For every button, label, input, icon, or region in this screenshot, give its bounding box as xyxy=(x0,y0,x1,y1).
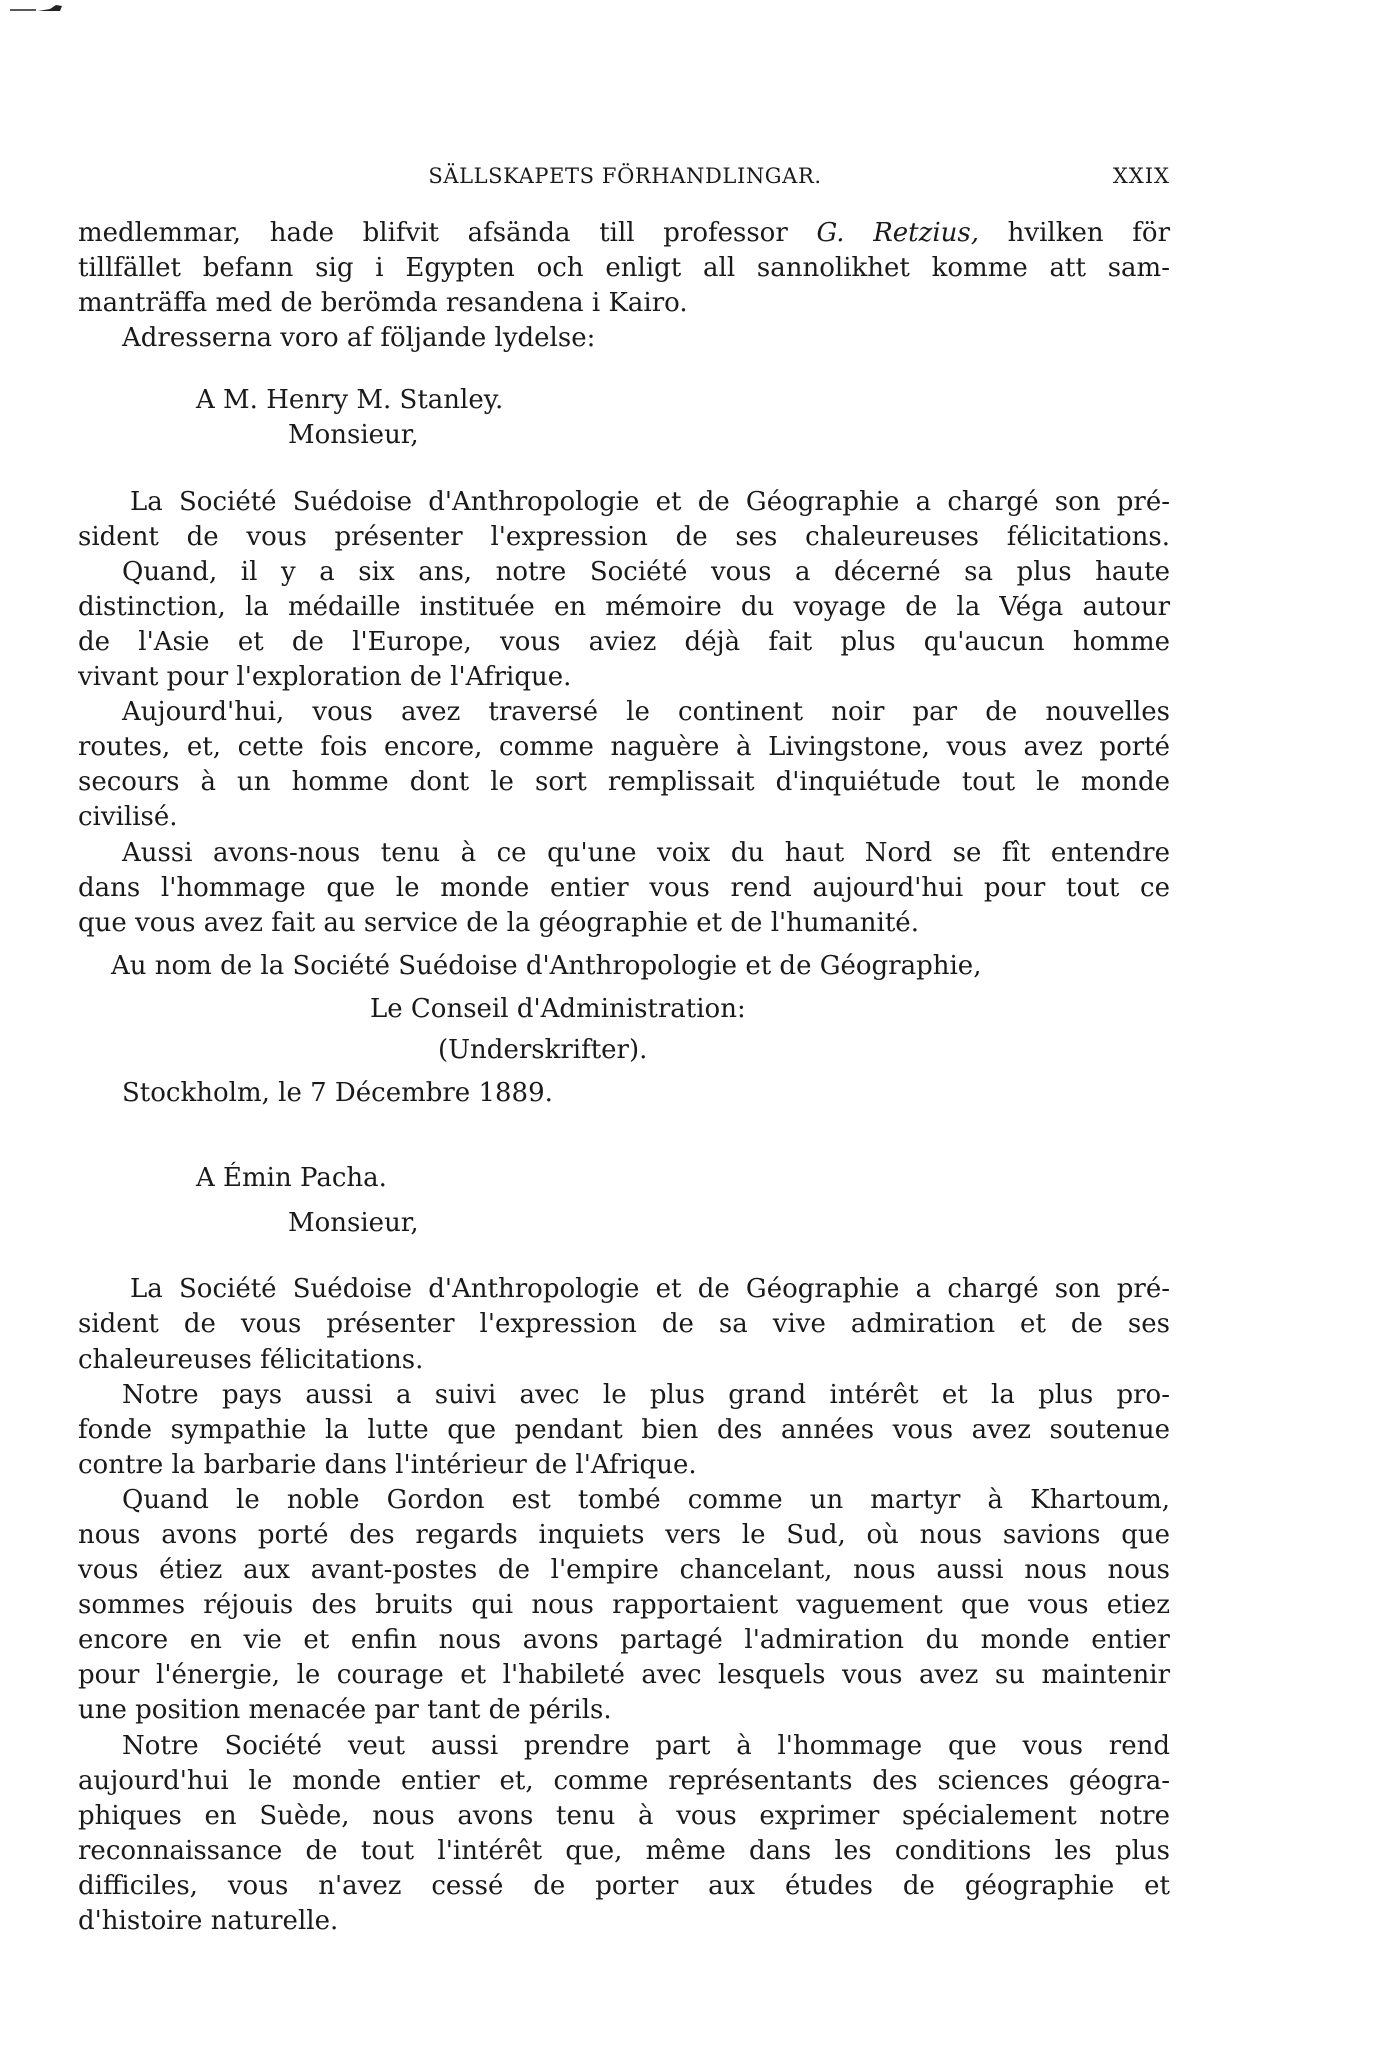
letter2-addressee: A Émin Pacha. xyxy=(196,1163,387,1194)
letter1-p2-line-2: distinction, la médaille instituée en mémoire du voyage de la Véga autour xyxy=(78,591,1170,622)
letter2-p3-line-2: nous avons porté des regards inquiets vers le Sud, où nous savions que xyxy=(78,1520,1170,1550)
running-header xyxy=(80,164,1170,198)
letter2-p4-line-5: difficiles, vous n'avez cessé de porter aux études de géographie et xyxy=(78,1870,1170,1901)
intro-line-1 xyxy=(78,216,1170,251)
letter1-p3-line-2: routes, et, cette fois encore, comme naguère à Livingstone, vous avez porté xyxy=(78,732,1170,763)
letter2-salutation: Monsieur, xyxy=(288,1208,419,1239)
letter1-place-date: Stockholm, le 7 Décembre 1889. xyxy=(122,1078,553,1109)
letter2-p4-line-1: Notre Société veut aussi prendre part à l'hommage que vous rend xyxy=(122,1730,1170,1761)
letter1-p3-line-4: civilisé. xyxy=(78,802,178,833)
letter2-p2-line-2: fonde sympathie la lutte que pendant bien des années vous avez soutenue xyxy=(78,1414,1170,1445)
letter1-p4-line-1: Aussi avons-nous tenu à ce qu'une voix du haut Nord se fît entendre xyxy=(122,837,1170,868)
letter1-signatures: (Underskrifter). xyxy=(438,1034,648,1065)
letter2-p1-line-3: chaleureuses félicitations. xyxy=(78,1344,424,1375)
intro-line-4: Adresserna voro af följande lydelse: xyxy=(122,323,596,354)
intro-name-italic: G. Retzius, xyxy=(816,218,979,248)
letter1-p3-line-3: secours à un homme dont le sort remplissait d'inquiétude tout le monde xyxy=(78,767,1170,798)
letter1-p3-line-1: Aujourd'hui, vous avez traversé le continent noir par de nouvelles xyxy=(122,697,1170,728)
intro-line-3: manträffa med de berömda resandena i Kairo. xyxy=(78,288,688,319)
letter2-p4-line-3: phiques en Suède, nous avons tenu à vous exprimer spécialement notre xyxy=(78,1800,1170,1831)
letter2-p3-line-5: encore en vie et enfin nous avons partagé l'admiration du monde entier xyxy=(78,1625,1170,1656)
letter2-p4-line-2: aujourd'hui le monde entier et, comme représentants des sciences géogra- xyxy=(78,1765,1170,1796)
header-title: SÄLLSKAPETS FÖRHANDLINGAR. xyxy=(428,164,822,188)
letter1-p1-line-2: sident de vous présenter l'expression de ses chaleureuses félicitations. xyxy=(78,521,1170,552)
letter2-p2-line-3: contre la barbarie dans l'intérieur de l'Afrique. xyxy=(78,1449,697,1480)
intro-line-1-end: hvilken för xyxy=(1007,218,1170,248)
page-body xyxy=(78,216,1170,1939)
letter2-p3-line-7: une position menacée par tant de périls. xyxy=(78,1695,612,1726)
letter1-council: Le Conseil d'Administration: xyxy=(370,993,746,1024)
letter2-p4-line-4: reconnaissance de tout l'intérêt que, même dans les conditions les plus xyxy=(78,1835,1170,1866)
letter1-p4-line-3: que vous avez fait au service de la géographie et de l'humanité. xyxy=(78,907,919,938)
letter2-p3-line-4: sommes réjouis des bruits qui nous rapportaient vaguement que vous etiez xyxy=(78,1590,1170,1621)
letter1-p2-line-3: de l'Asie et de l'Europe, vous aviez déjà fait plus qu'aucun homme xyxy=(78,626,1170,657)
letter2-p2-line-1: Notre pays aussi a suivi avec le plus grand intérêt et la plus pro- xyxy=(122,1379,1170,1410)
letter2-p4-line-6: d'histoire naturelle. xyxy=(78,1906,339,1937)
letter1-p1-line-1: La Société Suédoise d'Anthropologie et de Géographie a chargé son pré- xyxy=(130,486,1170,517)
letter2-p3-line-6: pour l'énergie, le courage et l'habileté avec lesquels vous avez su maintenir xyxy=(78,1660,1170,1691)
intro-line-1-text: medlemmar, hade blifvit afsända till professor xyxy=(78,218,788,248)
letter1-closing: Au nom de la Société Suédoise d'Anthropologie et de Géographie, xyxy=(111,950,982,981)
letter2-p1-line-1: La Société Suédoise d'Anthropologie et de Géographie a chargé son pré- xyxy=(130,1274,1170,1305)
letter2-p1-line-2: sident de vous présenter l'expression de sa vive admiration et de ses xyxy=(78,1309,1170,1340)
intro-line-2: tillfället befann sig i Egypten och enligt all sannolikhet komme att sam- xyxy=(78,253,1170,284)
letter1-p2-line-1: Quand, il y a six ans, notre Société vous a décerné sa plus haute xyxy=(122,556,1170,587)
letter2-p3-line-3: vous étiez aux avant-postes de l'empire chancelant, nous aussi nous nous xyxy=(78,1555,1170,1586)
letter2-p3-line-1: Quand le noble Gordon est tombé comme un martyr à Khartoum, xyxy=(122,1484,1170,1515)
scan-mark xyxy=(10,2,80,14)
letter1-p4-line-2: dans l'hommage que le monde entier vous rend aujourd'hui pour tout ce xyxy=(78,872,1170,903)
page-number: XXIX xyxy=(1112,164,1170,188)
letter1-salutation: Monsieur, xyxy=(288,420,419,451)
letter1-p2-line-4: vivant pour l'exploration de l'Afrique. xyxy=(78,662,572,693)
letter1-addressee: A M. Henry M. Stanley. xyxy=(196,385,504,416)
